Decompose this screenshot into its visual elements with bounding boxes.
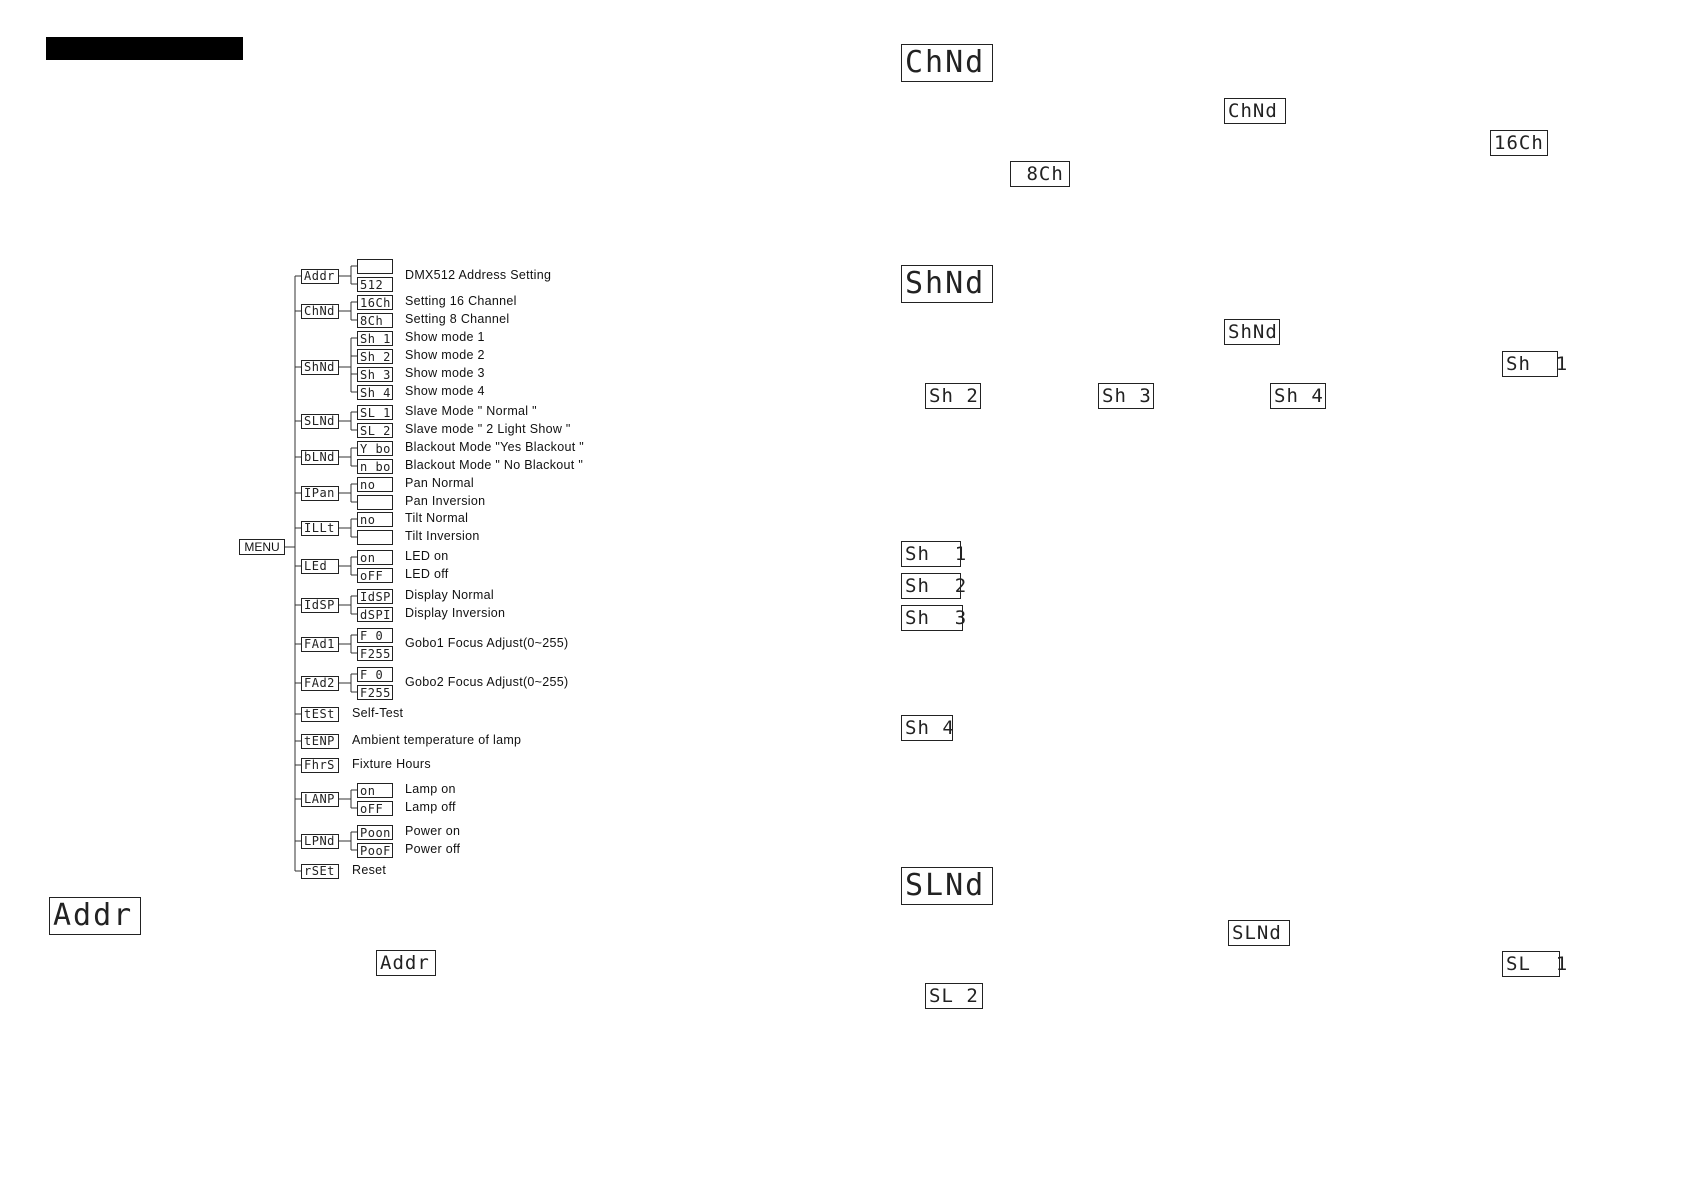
menu-item-description: Display Inversion <box>405 606 506 620</box>
menu-item-description: Blackout Mode " No Blackout " <box>405 458 584 472</box>
menu-subnode: SL 2 <box>357 423 393 438</box>
ch16-display: 16Ch <box>1490 130 1548 156</box>
menu-item-description: Lamp off <box>405 800 456 814</box>
menu-node-lpnd: LPNd <box>301 834 339 849</box>
sh3-display-inline: Sh 3 <box>1098 383 1154 409</box>
menu-node-fad1: FAd1 <box>301 637 339 652</box>
menu-subnode: dSPI <box>357 607 393 622</box>
menu-item-description: Gobo1 Focus Adjust(0~255) <box>405 636 569 650</box>
menu-item-description: Gobo2 Focus Adjust(0~255) <box>405 675 569 689</box>
menu-subnode: oFF <box>357 568 393 583</box>
menu-item-description: Lamp on <box>405 782 456 796</box>
sl1-display: SL 1 <box>1502 951 1560 977</box>
shnd-display-large: ShNd <box>901 265 993 303</box>
chnd-display-small: ChNd <box>1224 98 1286 124</box>
sh2-display-list: Sh 2 <box>901 573 961 599</box>
menu-node-illt: ILLt <box>301 521 339 536</box>
menu-node-led: LEd <box>301 559 339 574</box>
menu-subnode: on <box>357 783 393 798</box>
slnd-display-small: SLNd <box>1228 920 1290 946</box>
menu-node-addr: Addr <box>301 269 339 284</box>
menu-subnode: 8Ch <box>357 313 393 328</box>
menu-item-description: Reset <box>352 863 387 877</box>
menu-root-label: MENU <box>239 539 285 555</box>
menu-subnode: n bo <box>357 459 393 474</box>
menu-node-fhrs: FhrS <box>301 758 339 773</box>
menu-item-description: Fixture Hours <box>352 757 431 771</box>
menu-subnode: Sh 3 <box>357 367 393 382</box>
menu-item-description: DMX512 Address Setting <box>405 268 552 282</box>
menu-subnode: SL 1 <box>357 405 393 420</box>
menu-item-description: Show mode 2 <box>405 348 485 362</box>
sh3-display-list: Sh 3 <box>901 605 963 631</box>
menu-item-description: Show mode 4 <box>405 384 485 398</box>
menu-subnode: Sh 2 <box>357 349 393 364</box>
menu-item-description: Show mode 1 <box>405 330 485 344</box>
menu-item-description: Pan Inversion <box>405 494 486 508</box>
menu-subnode: Sh 4 <box>357 385 393 400</box>
sl2-display: SL 2 <box>925 983 983 1009</box>
menu-item-description: Tilt Normal <box>405 511 469 525</box>
menu-item-description: LED off <box>405 567 449 581</box>
chnd-display-large: ChNd <box>901 44 993 82</box>
addr-display-large: Addr <box>49 897 141 935</box>
menu-subnode <box>357 259 393 274</box>
sh1-display-list: Sh 1 <box>901 541 961 567</box>
menu-node-fad2: FAd2 <box>301 676 339 691</box>
menu-subnode: F255 <box>357 685 393 700</box>
menu-item-description: Slave Mode " Normal " <box>405 404 537 418</box>
menu-subnode: Poon <box>357 825 393 840</box>
shnd-display-small: ShNd <box>1224 319 1280 345</box>
menu-subnode: no <box>357 477 393 492</box>
menu-item-description: Power off <box>405 842 461 856</box>
menu-node-ipan: IPan <box>301 486 339 501</box>
menu-subnode: IdSP <box>357 589 393 604</box>
menu-subnode: Sh 1 <box>357 331 393 346</box>
sh1-display-inline: Sh 1 <box>1502 351 1558 377</box>
ch8-display: 8Ch <box>1010 161 1070 187</box>
menu-node-chnd: ChNd <box>301 304 339 319</box>
menu-item-description: Slave mode " 2 Light Show " <box>405 422 571 436</box>
menu-item-description: Power on <box>405 824 461 838</box>
menu-node-rset: rSEt <box>301 864 339 879</box>
menu-item-description: LED on <box>405 549 449 563</box>
slnd-display-large: SLNd <box>901 867 993 905</box>
menu-subnode: F255 <box>357 646 393 661</box>
sh2-display-inline: Sh 2 <box>925 383 981 409</box>
menu-subnode <box>357 530 393 545</box>
sh4-display-list: Sh 4 <box>901 715 953 741</box>
sh4-display-inline: Sh 4 <box>1270 383 1326 409</box>
menu-item-description: Setting 16 Channel <box>405 294 517 308</box>
menu-item-description: Tilt Inversion <box>405 529 480 543</box>
menu-subnode: F 0 <box>357 667 393 682</box>
menu-subnode: on <box>357 550 393 565</box>
menu-subnode <box>357 495 393 510</box>
menu-subnode: no <box>357 512 393 527</box>
menu-subnode: F 0 <box>357 628 393 643</box>
menu-node-lanp: LANP <box>301 792 339 807</box>
menu-subnode: oFF <box>357 801 393 816</box>
menu-item-description: Show mode 3 <box>405 366 485 380</box>
menu-item-description: Pan Normal <box>405 476 474 490</box>
menu-subnode: 512 <box>357 277 393 292</box>
menu-item-description: Blackout Mode "Yes Blackout " <box>405 440 585 454</box>
menu-node-tenp: tENP <box>301 734 339 749</box>
menu-item-description: Self-Test <box>352 706 404 720</box>
menu-node-test: tESt <box>301 707 339 722</box>
menu-item-description: Display Normal <box>405 588 494 602</box>
menu-subnode: PooF <box>357 843 393 858</box>
menu-subnode: Y bo <box>357 441 393 456</box>
menu-node-slnd: SLNd <box>301 414 339 429</box>
menu-item-description: Ambient temperature of lamp <box>352 733 522 747</box>
menu-node-idsp: IdSP <box>301 598 339 613</box>
menu-item-description: Setting 8 Channel <box>405 312 510 326</box>
menu-subnode: 16Ch <box>357 295 393 310</box>
menu-node-shnd: ShNd <box>301 360 339 375</box>
menu-node-blnd: bLNd <box>301 450 339 465</box>
addr-display-small: Addr <box>376 950 436 976</box>
